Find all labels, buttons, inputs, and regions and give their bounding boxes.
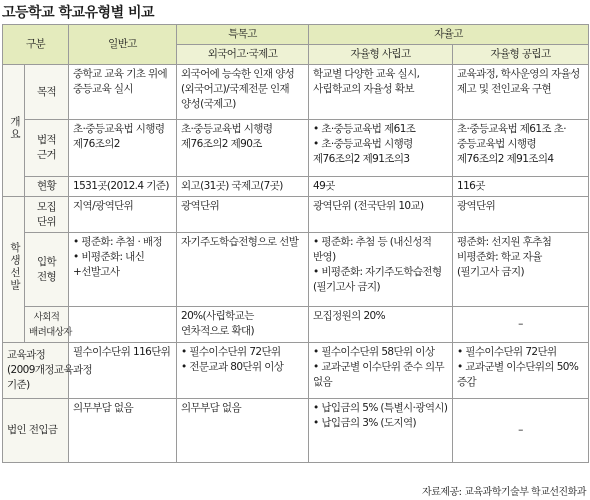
list-item: 비평준화: 학교 자율 (필기고사 금지) [457,251,542,278]
row-label-jeonip: 법인 전입금 [3,399,69,463]
cell-gyoyuk-teukmok [177,343,309,399]
cell-sahoe-sarip: 모집정원의 20% [309,307,453,343]
cell-hyunhwang-sarip: 49곳 [309,177,453,197]
row-label-hyunhwang: 현황 [25,177,69,197]
row-label-ipak: 입학 전형 [25,233,69,307]
cell-mokjeok-teukmok: 외국어에 능숙한 인재 양성(외국어고)/국제전문 인재 양성(국제고) [177,65,309,120]
row-label-mokjeok: 목적 [25,65,69,120]
list-item: • 비평준화: 자기주도학습전형 (필기고사 금지) [313,266,442,293]
cell-jeonip-ilban: 의무부담 없음 [69,399,177,463]
cell-mokjeok-gongrip: 교육과정, 학사운영의 자율성 제고 및 전인교육 구현 [453,65,589,120]
list-item: • 비평준화: 내신+선발고사 [73,251,145,278]
cell-mojip-sarip: 광역단위 (전국단위 10교) [309,197,453,233]
cell-jeonip-gongrip: – [453,399,589,463]
list-item: • 필수이수단위 72단위 [181,346,281,358]
header-gubun: 구분 [3,25,69,65]
list-item: • 평준화: 추첨 등 (내신성적 반영) [313,236,432,263]
cell-jeonip-sarip [309,399,453,463]
header-ilban: 일반고 [69,25,177,65]
cell-mojip-ilban: 지역/광역단위 [69,197,177,233]
cell-mokjeok-ilban: 중학교 교육 기초 위에 중등교육 실시 [69,65,177,120]
group-haksaeng: 학생선발 [3,197,25,343]
cell-sahoe-teukmok: 20%(사립학교는 연차적으로 확대) [177,307,309,343]
list-item: • 교과군별 이수단위의 50% 증감 [457,361,579,388]
list-item: • 초·중등교육법 시행령 제76조의2 제91조의3 [313,138,413,165]
cell-sahoe-gongrip: – [453,307,589,343]
source-credit: 자료제공: 교육과학기술부 학교선진화과 [422,487,586,498]
list-item: • 필수이수단위 72단위 [457,346,557,358]
list-item: • 교과군별 이수단위 준수 의무 없음 [313,361,445,388]
cell-ipak-teukmok: 자기주도학습전형으로 선발 [177,233,309,307]
list-item: • 평준화: 추첨 · 배정 [73,236,163,248]
header-teukmok-sub: 외국어고·국제고 [177,45,309,65]
cell-gyoyuk-gongrip [453,343,589,399]
header-jayul-gongrip: 자율형 공립고 [453,45,589,65]
table-title: 고등학교 학교유형별 비교 [2,5,155,21]
school-comparison-table [2,24,589,463]
cell-mojip-teukmok: 광역단위 [177,197,309,233]
cell-geunge-gongrip: 초·중등교육법 제61조 초·중등교육법 시행령 제76조의2 제91조의4 [453,120,589,177]
list-item: • 초·중등교육법 제61조 [313,123,416,135]
list-item: • 전문교과 80단위 이상 [181,361,284,373]
group-gaeyo: 개요 [3,65,25,197]
row-label-gyoyuk: 교육과정 (2009개정교육과정 기준) [3,343,69,399]
cell-ipak-gongrip [453,233,589,307]
row-label-sahoe: 사회적 배려대상자 [25,307,69,343]
cell-geunge-ilban: 초·중등교육법 시행령 제76조의2 [69,120,177,177]
cell-gyoyuk-ilban: 필수이수단위 116단위 [69,343,177,399]
list-item: 평준화: 선지원 후추첨 [457,236,552,248]
header-jayul: 자율고 [309,25,589,45]
cell-ipak-sarip [309,233,453,307]
cell-hyunhwang-gongrip: 116곳 [453,177,589,197]
cell-jeonip-teukmok: 의무부담 없음 [177,399,309,463]
list-item: • 필수이수단위 58단위 이상 [313,346,435,358]
cell-gyoyuk-sarip [309,343,453,399]
cell-sahoe-ilban [69,307,177,343]
cell-hyunhwang-ilban: 1531곳(2012.4 기준) [69,177,177,197]
list-item: • 납입금의 3% (도지역) [313,417,417,429]
list-item: • 납입금의 5% (특별시·광역시) [313,402,448,414]
cell-hyunhwang-teukmok: 외고(31곳) 국제고(7곳) [177,177,309,197]
cell-ipak-ilban [69,233,177,307]
row-label-geunge: 법적 근거 [25,120,69,177]
cell-mokjeok-sarip: 학교별 다양한 교육 실시, 사립학교의 자율성 확보 [309,65,453,120]
cell-geunge-teukmok: 초·중등교육법 시행령 제76조의2 제90조 [177,120,309,177]
row-label-mojip: 모집 단위 [25,197,69,233]
header-jayul-sarip: 자율형 사립고 [309,45,453,65]
header-teukmok: 특목고 [177,25,309,45]
cell-mojip-gongrip: 광역단위 [453,197,589,233]
cell-geunge-sarip [309,120,453,177]
